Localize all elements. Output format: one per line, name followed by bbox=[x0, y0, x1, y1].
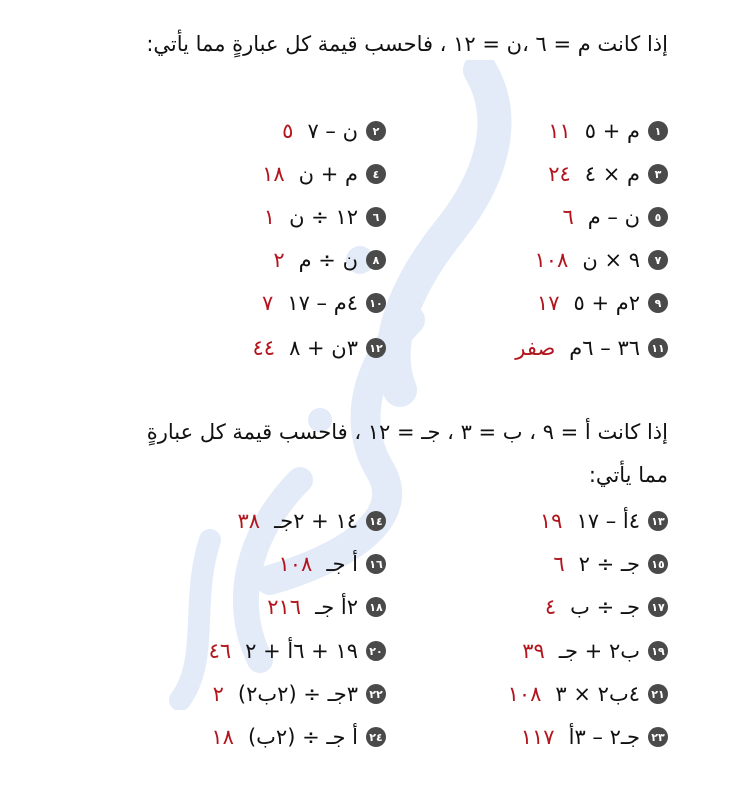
exercise-19 bbox=[522, 636, 668, 666]
exercise-answer: ٦ bbox=[562, 205, 574, 229]
exercise-number-badge: ٢٤ bbox=[366, 727, 386, 747]
section2-heading-line2: مما يأتي: bbox=[588, 463, 668, 487]
exercise-answer: ٥ bbox=[282, 119, 294, 143]
exercise-number-badge: ١٣ bbox=[648, 511, 668, 531]
exercise-answer: ٤٦ bbox=[208, 639, 232, 663]
exercise-number-badge: ١٠ bbox=[366, 293, 386, 313]
exercise-answer: ١٩ bbox=[539, 509, 563, 533]
exercise-1 bbox=[548, 116, 668, 146]
exercise-number-badge: ١ bbox=[648, 121, 668, 141]
exercise-expression: ٩ × ن bbox=[582, 248, 640, 272]
exercise-answer: ٢١٦ bbox=[267, 595, 302, 619]
exercise-answer: ٢٤ bbox=[548, 162, 571, 186]
exercise-18 bbox=[267, 592, 386, 622]
exercise-expression: ١٤ + ٢جـ bbox=[274, 509, 358, 533]
exercise-answer: ١٠٨ bbox=[507, 682, 542, 706]
exercise-answer: ٤٤ bbox=[252, 336, 276, 360]
exercise-answer: ٣٨ bbox=[237, 509, 261, 533]
exercise-23 bbox=[521, 722, 668, 752]
exercise-9 bbox=[537, 288, 668, 318]
exercise-number-badge: ٢١ bbox=[648, 684, 668, 704]
exercise-number-badge: ١٢ bbox=[366, 338, 386, 358]
exercise-number-badge: ٦ bbox=[366, 207, 386, 227]
exercise-expression: ن – م bbox=[587, 205, 640, 229]
exercise-answer: ٦ bbox=[553, 552, 565, 576]
exercise-expression: ٤أ – ١٧ bbox=[576, 509, 640, 533]
exercise-11 bbox=[515, 333, 668, 363]
exercise-number-badge: ٢٣ bbox=[648, 727, 668, 747]
exercise-14 bbox=[238, 506, 387, 536]
exercise-21 bbox=[508, 679, 668, 709]
exercise-expression: جـ ÷ ب bbox=[570, 595, 640, 619]
exercise-expression: أ جـ bbox=[326, 552, 358, 576]
exercise-expression: ن – ٧ bbox=[307, 119, 358, 143]
exercise-expression: ٣٦ – ٦م bbox=[569, 336, 640, 360]
exercise-expression: م + ن bbox=[298, 162, 358, 186]
exercise-number-badge: ٩ bbox=[648, 293, 668, 313]
exercise-expression: أ جـ ÷ (٢ب) bbox=[247, 725, 358, 749]
exercise-number-badge: ١٩ bbox=[648, 641, 668, 661]
exercise-2 bbox=[282, 116, 386, 146]
exercise-answer: ١٧ bbox=[536, 291, 560, 315]
exercise-number-badge: ٨ bbox=[366, 250, 386, 270]
exercise-number-badge: ٢٢ bbox=[366, 684, 386, 704]
exercise-number-badge: ١٨ bbox=[366, 597, 386, 617]
exercise-3 bbox=[548, 159, 668, 189]
exercise-answer: ١١٧ bbox=[520, 725, 555, 749]
exercise-answer: ١٨ bbox=[211, 725, 234, 749]
exercise-20 bbox=[209, 636, 386, 666]
exercise-number-badge: ٤ bbox=[366, 164, 386, 184]
exercise-22 bbox=[213, 679, 386, 709]
exercise-expression: ن ÷ م bbox=[298, 248, 358, 272]
exercise-expression: م + ٥ bbox=[584, 119, 640, 143]
exercise-4 bbox=[262, 159, 386, 189]
section1-heading: إذا كانت م = ٦ ،ن = ١٢ ، فاحسب قيمة كل عبارةٍ مما يأتي: bbox=[146, 32, 668, 56]
exercise-expression: ٤م – ١٧ bbox=[287, 291, 358, 315]
exercise-17 bbox=[545, 592, 668, 622]
exercise-16 bbox=[279, 549, 387, 579]
exercise-12 bbox=[253, 333, 387, 363]
exercise-answer: ١١ bbox=[548, 119, 571, 143]
exercise-10 bbox=[262, 288, 386, 318]
exercise-expression: جـ٢ – ٣أ bbox=[568, 725, 640, 749]
exercise-number-badge: ١٤ bbox=[366, 511, 386, 531]
section2-heading-line1: إذا كانت أ = ٩ ، ب = ٣ ، جـ = ١٢ ، فاحسب قيمة كل عبارةٍ bbox=[146, 420, 668, 444]
exercise-expression: ٣ن + ٨ bbox=[289, 336, 358, 360]
exercise-answer: ٣٩ bbox=[522, 639, 545, 663]
exercise-number-badge: ١١ bbox=[648, 338, 668, 358]
exercise-expression: م × ٤ bbox=[584, 162, 640, 186]
exercise-number-badge: ٢ bbox=[366, 121, 386, 141]
exercise-8 bbox=[273, 245, 386, 275]
exercise-expression: جـ ÷ ٢ bbox=[578, 552, 640, 576]
exercise-number-badge: ٥ bbox=[648, 207, 668, 227]
exercise-24 bbox=[211, 722, 386, 752]
exercise-expression: ٢أ جـ bbox=[315, 595, 358, 619]
exercise-6 bbox=[264, 202, 386, 232]
exercise-answer: ١ bbox=[263, 205, 276, 229]
exercise-answer: ١٠٨ bbox=[534, 248, 569, 272]
exercise-expression: ب٢ + جـ bbox=[558, 639, 640, 663]
exercise-expression: ٤ب٢ × ٣ bbox=[555, 682, 640, 706]
exercise-number-badge: ٣ bbox=[648, 164, 668, 184]
exercise-answer: ١٨ bbox=[262, 162, 285, 186]
exercise-expression: ١٢ ÷ ن bbox=[289, 205, 358, 229]
exercise-5 bbox=[562, 202, 668, 232]
exercise-number-badge: ١٦ bbox=[366, 554, 386, 574]
exercise-answer: صفر bbox=[515, 336, 556, 360]
exercise-13 bbox=[540, 506, 668, 536]
exercise-expression: ٢م + ٥ bbox=[573, 291, 640, 315]
exercise-15 bbox=[553, 549, 668, 579]
exercise-answer: ٢ bbox=[212, 682, 224, 706]
exercise-expression: ١٩ + ٦أ + ٢ bbox=[245, 639, 358, 663]
exercise-answer: ٧ bbox=[262, 291, 274, 315]
exercise-answer: ٢ bbox=[273, 248, 285, 272]
exercise-number-badge: ٧ bbox=[648, 250, 668, 270]
exercise-number-badge: ١٧ bbox=[648, 597, 668, 617]
exercise-number-badge: ٢٠ bbox=[366, 641, 386, 661]
exercise-number-badge: ١٥ bbox=[648, 554, 668, 574]
exercise-answer: ٤ bbox=[544, 595, 557, 619]
exercise-expression: ٣جـ ÷ (٢ب٢) bbox=[237, 682, 358, 706]
exercise-answer: ١٠٨ bbox=[278, 552, 313, 576]
exercise-7 bbox=[535, 245, 669, 275]
